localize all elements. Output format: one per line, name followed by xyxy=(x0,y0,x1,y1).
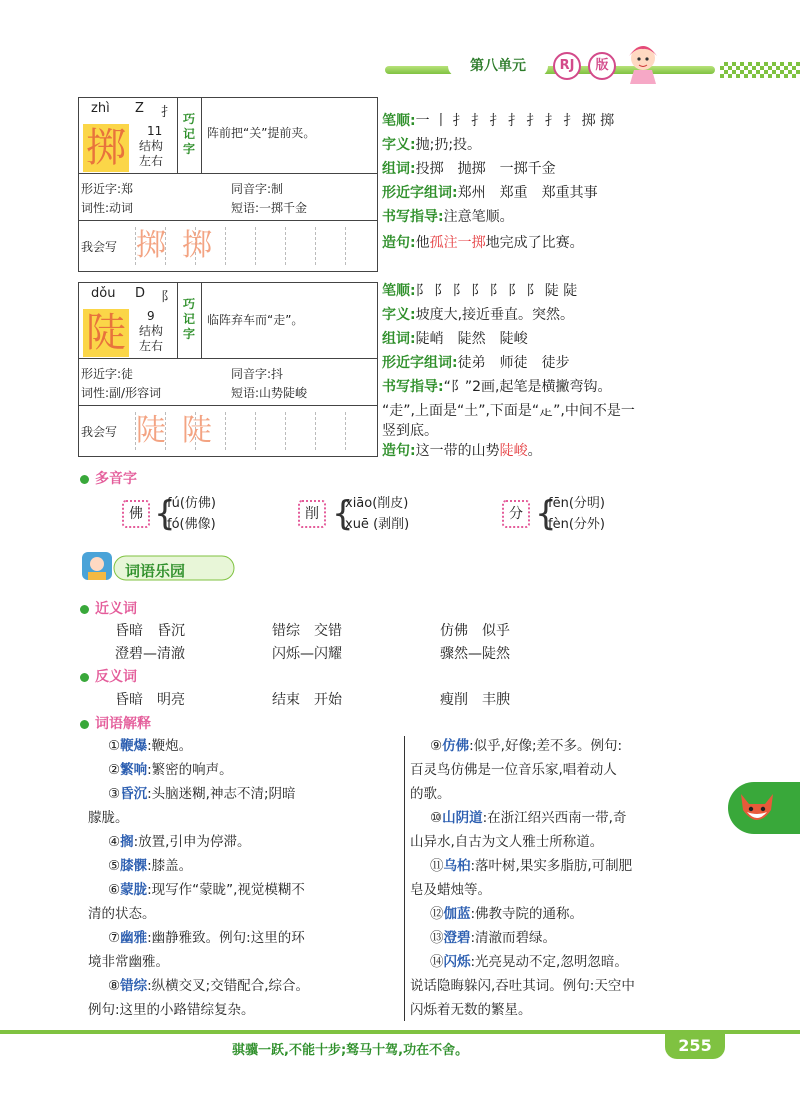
meaning-1: 字义:抛;扔;投。 xyxy=(382,137,482,153)
unit-title: 第八单元 xyxy=(448,55,548,77)
synonym-pair: 骤然—陡然 xyxy=(440,646,510,662)
column-divider xyxy=(404,736,405,1021)
big-character: 陡 xyxy=(83,309,129,357)
explanation-line: ④搁:放置,引申为停滞。 xyxy=(108,834,251,850)
synonym-pair: 闪烁—闪耀 xyxy=(272,646,342,662)
page-number: 255 xyxy=(665,1033,725,1059)
index-letter: D xyxy=(135,286,146,301)
char-card-dou xyxy=(78,282,378,457)
part-of-speech: 词性:副/形容词 xyxy=(81,386,162,400)
explanation-line: ⑭闪烁:光亮晃动不定,忽明忽暗。 xyxy=(430,954,628,970)
brace-icon: { xyxy=(154,494,176,534)
pinyin: dǒu xyxy=(91,286,116,301)
explanation-line: ⑦幽雅:幽静雅致。例句:这里的环 xyxy=(108,930,305,946)
mnemonic-label: 巧 记 字 xyxy=(182,112,195,156)
radical: 阝 xyxy=(161,290,175,305)
header-checker-pattern xyxy=(720,62,800,78)
footer-motto: 骐骥一跃,不能十步;驽马十驾,功在不舍。 xyxy=(232,1043,469,1058)
structure-type: 左右 xyxy=(139,339,164,353)
mnemonic-text: 临阵弃车而“走”。 xyxy=(207,313,304,327)
antonym-pair: 昏暗 明亮 xyxy=(115,692,185,708)
trace-char-2: 陡 xyxy=(182,413,212,448)
similar-group-1: 形近字组词:郑州 郑重 郑重其事 xyxy=(382,185,598,201)
explanation-line: ⑩山阴道:在浙江绍兴西南一带,奇 xyxy=(430,810,627,826)
mascot-girl-icon xyxy=(620,40,666,84)
homophone: 同音字:抖 xyxy=(231,367,284,381)
similar-char: 形近字:徒 xyxy=(81,367,134,381)
writing-guide-2: 书写指导:“阝”2画,起笔是横撇弯钩。 xyxy=(382,379,612,395)
polyphone-char-xiao: 削 xyxy=(298,500,326,528)
trace-char-2: 掷 xyxy=(182,228,212,263)
explanation-line: 朦胧。 xyxy=(88,810,129,826)
synonym-pair: 澄碧—清澈 xyxy=(115,646,185,662)
polyphone-reading-1: fú(仿佛) xyxy=(167,496,216,511)
polyphone-reading-1: fēn(分明) xyxy=(548,496,605,511)
writing-guide-2b: “走”,上面是“土”,下面是“龰”,中间不是一 xyxy=(382,403,635,419)
explanation-line: 说话隐晦躲闪,吞吐其词。例句:天空中 xyxy=(410,978,635,994)
explanation-line: ①鞭爆:鞭炮。 xyxy=(108,738,193,754)
index-letter: Z xyxy=(135,101,144,116)
homophone: 同音字:制 xyxy=(231,182,284,196)
antonym-pair: 结束 开始 xyxy=(272,692,342,708)
explanations-heading: 词语解释 xyxy=(80,713,151,733)
write-practice-label: 我会写 xyxy=(81,240,118,254)
antonym-pair: 瘦削 丰腴 xyxy=(440,692,510,708)
explanation-line: 境非常幽雅。 xyxy=(88,954,169,970)
writing-grid xyxy=(135,412,375,450)
explanation-line: ⑤膝髁:膝盖。 xyxy=(108,858,193,874)
trace-char-1: 掷 xyxy=(136,228,166,263)
word-group-2: 组词:陡峭 陡然 陡峻 xyxy=(382,331,528,347)
explanation-line: ⑪乌桕:落叶树,果实多脂肪,可制肥 xyxy=(430,858,633,874)
explanation-line: ⑫伽蓝:佛教寺院的通称。 xyxy=(430,906,584,922)
big-character: 掷 xyxy=(83,124,129,172)
explanation-line: 山异水,自古为文人雅士所称道。 xyxy=(410,834,604,850)
polyphone-char-fo: 佛 xyxy=(122,500,150,528)
stroke-count: 9 xyxy=(147,309,155,323)
sentence-1: 造句:他孤注一掷地完成了比赛。 xyxy=(382,235,584,251)
part-of-speech: 词性:动词 xyxy=(81,201,134,215)
synonym-pair: 错综 交错 xyxy=(272,623,342,639)
similar-char: 形近字:郑 xyxy=(81,182,134,196)
explanation-line: 例句:这里的小路错综复杂。 xyxy=(88,1002,255,1018)
explanation-line: ⑨仿佛:似乎,好像;差不多。例句: xyxy=(430,738,623,754)
radical: 扌 xyxy=(161,105,175,120)
polyphone-heading: 多音字 xyxy=(80,468,137,488)
write-practice-label: 我会写 xyxy=(81,425,118,439)
explanation-line: 的歌。 xyxy=(410,786,451,802)
pinyin: zhì xyxy=(91,101,110,116)
sentence-2: 造句:这一带的山势陡峻。 xyxy=(382,443,542,459)
word-group-1: 组词:投掷 抛掷 一掷千金 xyxy=(382,161,556,177)
word-garden-title: 词语乐园 xyxy=(125,562,186,580)
synonym-pair: 仿佛 似乎 xyxy=(440,623,510,639)
explanation-line: ③昏沉:头脑迷糊,神志不清;阴暗 xyxy=(108,786,296,802)
structure-label: 结构 xyxy=(139,324,164,338)
structure-label: 结构 xyxy=(139,139,164,153)
synonym-pair: 昏暗 昏沉 xyxy=(115,623,185,639)
explanation-line: 清的状态。 xyxy=(88,906,156,922)
char-card-zhi xyxy=(78,97,378,272)
explanation-line: 闪烁着无数的繁星。 xyxy=(410,1002,532,1018)
synonyms-heading: 近义词 xyxy=(80,598,137,618)
stroke-count: 11 xyxy=(147,124,163,138)
structure-type: 左右 xyxy=(139,154,164,168)
polyphone-reading-2: fèn(分外) xyxy=(548,517,605,532)
edition-badge-rj: RJ xyxy=(553,52,581,80)
brace-icon: { xyxy=(535,494,557,534)
explanation-line: ⑬澄碧:清澈而碧绿。 xyxy=(430,930,557,946)
polyphone-reading-1: xiāo(削皮) xyxy=(345,496,409,511)
brace-icon: { xyxy=(332,494,354,534)
polyphone-char-fen: 分 xyxy=(502,500,530,528)
polyphone-reading-2: fó(佛像) xyxy=(167,517,216,532)
explanation-line: 皂及蜡烛等。 xyxy=(410,882,491,898)
mnemonic-label: 巧 记 字 xyxy=(182,297,195,341)
explanation-line: ⑥蒙胧:现写作“蒙眬”,视觉模糊不 xyxy=(108,882,305,898)
explanations-right xyxy=(410,734,728,1022)
writing-guide-1: 书写指导:注意笔顺。 xyxy=(382,209,514,225)
trace-char-1: 陡 xyxy=(136,413,166,448)
stroke-order-2: 笔顺:阝 阝 阝 阝 阝 阝 阝 陡 陡 xyxy=(382,283,578,299)
explanation-line: 百灵鸟仿佛是一位音乐家,唱着动人 xyxy=(410,762,617,778)
writing-grid xyxy=(135,227,375,265)
fox-mascot-icon xyxy=(735,786,779,830)
explanation-line: ⑧错综:纵横交叉;交错配合,综合。 xyxy=(108,978,309,994)
writing-guide-2c: 竖到底。 xyxy=(382,423,438,439)
antonyms-heading: 反义词 xyxy=(80,666,137,686)
similar-group-2: 形近字组词:徒弟 师徒 徒步 xyxy=(382,355,570,371)
stroke-order-1: 笔顺:一 丨 扌 扌 扌 扌 扌 扌 扌 掷 掷 xyxy=(382,113,615,129)
mnemonic-text: 阵前把“关”提前夹。 xyxy=(207,126,316,140)
meaning-2: 字义:坡度大,接近垂直。突然。 xyxy=(382,307,575,323)
polyphone-reading-2: xuē (剥削) xyxy=(345,517,410,532)
phrase: 短语:山势陡峻 xyxy=(231,386,308,400)
edition-badge-ban: 版 xyxy=(588,52,616,80)
explanations-left xyxy=(88,734,396,1022)
phrase: 短语:一掷千金 xyxy=(231,201,308,215)
explanation-line: ②繁响:繁密的响声。 xyxy=(108,762,233,778)
